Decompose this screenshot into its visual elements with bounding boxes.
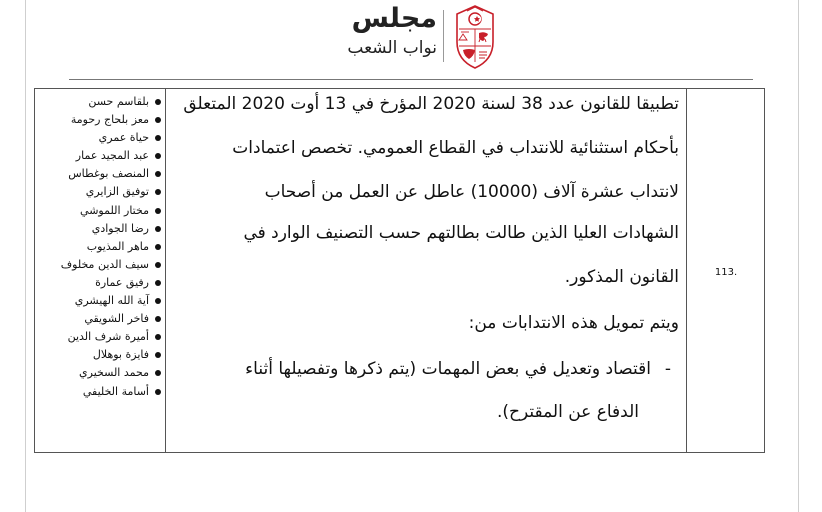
signatory-name: توفيق الزايري	[85, 185, 149, 199]
list-item	[35, 93, 165, 111]
signatory-name: بلقاسم حسن	[88, 95, 149, 108]
bullet-icon	[155, 153, 161, 159]
header-rule	[69, 79, 753, 80]
list-item	[35, 183, 165, 201]
list-item	[35, 129, 165, 147]
proposal-line: لانتداب عشرة آلاف (10000) عاطل عن العمل من أصحاب	[264, 182, 679, 202]
signatories-list	[35, 93, 165, 401]
bullet-icon	[155, 298, 161, 304]
list-item	[35, 220, 165, 238]
bullet-icon	[155, 370, 161, 376]
list-item	[35, 292, 165, 310]
bullet-icon	[155, 280, 161, 286]
signatory-name: معز بلحاج رحومة	[70, 113, 149, 127]
signatory-name: فاخر الشويقي	[84, 312, 149, 326]
document-header	[0, 0, 822, 80]
bullet-icon	[155, 99, 161, 105]
signatory-name: حياة عمري	[98, 131, 149, 145]
header-title: مجلس	[351, 3, 437, 34]
bullet-icon	[155, 226, 161, 232]
proposal-line: القانون المذكور.	[564, 267, 679, 287]
proposal-list-line: اقتصاد وتعديل في بعض المهمات (يتم ذكرها وتفصيلها أثناء	[245, 359, 651, 379]
signatory-name: عبد المجيد عمار	[75, 149, 149, 163]
list-item	[35, 364, 165, 382]
parliament-emblem-icon	[449, 2, 501, 70]
list-item	[35, 274, 165, 292]
signatory-name: أسامة الخليفي	[82, 384, 149, 398]
list-item	[35, 238, 165, 256]
bullet-icon	[155, 117, 161, 123]
list-item	[35, 256, 165, 274]
signatory-name: فايزة بوهلال	[92, 348, 149, 362]
list-item	[35, 346, 165, 364]
bullet-icon	[155, 316, 161, 322]
proposal-list-line: الدفاع عن المقترح).	[496, 402, 639, 422]
proposal-table	[34, 88, 765, 453]
signatory-name: رفيق عمارة	[95, 275, 149, 289]
bullet-icon	[155, 244, 161, 250]
proposal-line: الشهادات العليا الذين طالت بطالتهم حسب التصنيف الوارد في	[243, 223, 679, 243]
signatory-name: محمد السخيري	[79, 366, 149, 380]
list-marker: -	[664, 359, 671, 379]
signatory-name: المنصف بوغطاس	[68, 167, 149, 181]
bullet-icon	[155, 334, 161, 340]
list-item	[35, 328, 165, 346]
bullet-icon	[155, 171, 161, 177]
bullet-icon	[155, 262, 161, 268]
signatory-name: مختار اللموشي	[80, 203, 149, 217]
list-item	[35, 383, 165, 401]
bullet-icon	[155, 189, 161, 195]
column-separator	[686, 89, 687, 452]
list-item	[35, 147, 165, 165]
proposal-line: ويتم تمويل هذه الانتدابات من:	[468, 313, 679, 333]
signatory-name: آية الله الهيشري	[74, 294, 149, 308]
proposal-line: بأحكام استثنائية للانتداب في القطاع العمومي. تخصص اعتمادات	[232, 138, 679, 158]
list-item	[35, 165, 165, 183]
signatory-name: رضا الجوادي	[91, 221, 149, 235]
bullet-icon	[155, 389, 161, 395]
bullet-icon	[155, 135, 161, 141]
list-item	[35, 310, 165, 328]
header-divider	[443, 10, 444, 62]
list-item	[35, 202, 165, 220]
bullet-icon	[155, 352, 161, 358]
signatory-name: سيف الدين مخلوف	[60, 257, 149, 271]
header-subtitle: نواب الشعب	[347, 38, 437, 58]
column-separator	[165, 89, 166, 452]
item-number: 113.	[714, 267, 738, 278]
signatory-name: أميرة شرف الدين	[67, 330, 149, 344]
bullet-icon	[155, 208, 161, 214]
proposal-line: تطبيقا للقانون عدد 38 لسنة 2020 المؤرخ في 13 أوت 2020 المتعلق	[183, 94, 679, 114]
list-item	[35, 111, 165, 129]
signatory-name: ماهر المذيوب	[86, 239, 149, 253]
